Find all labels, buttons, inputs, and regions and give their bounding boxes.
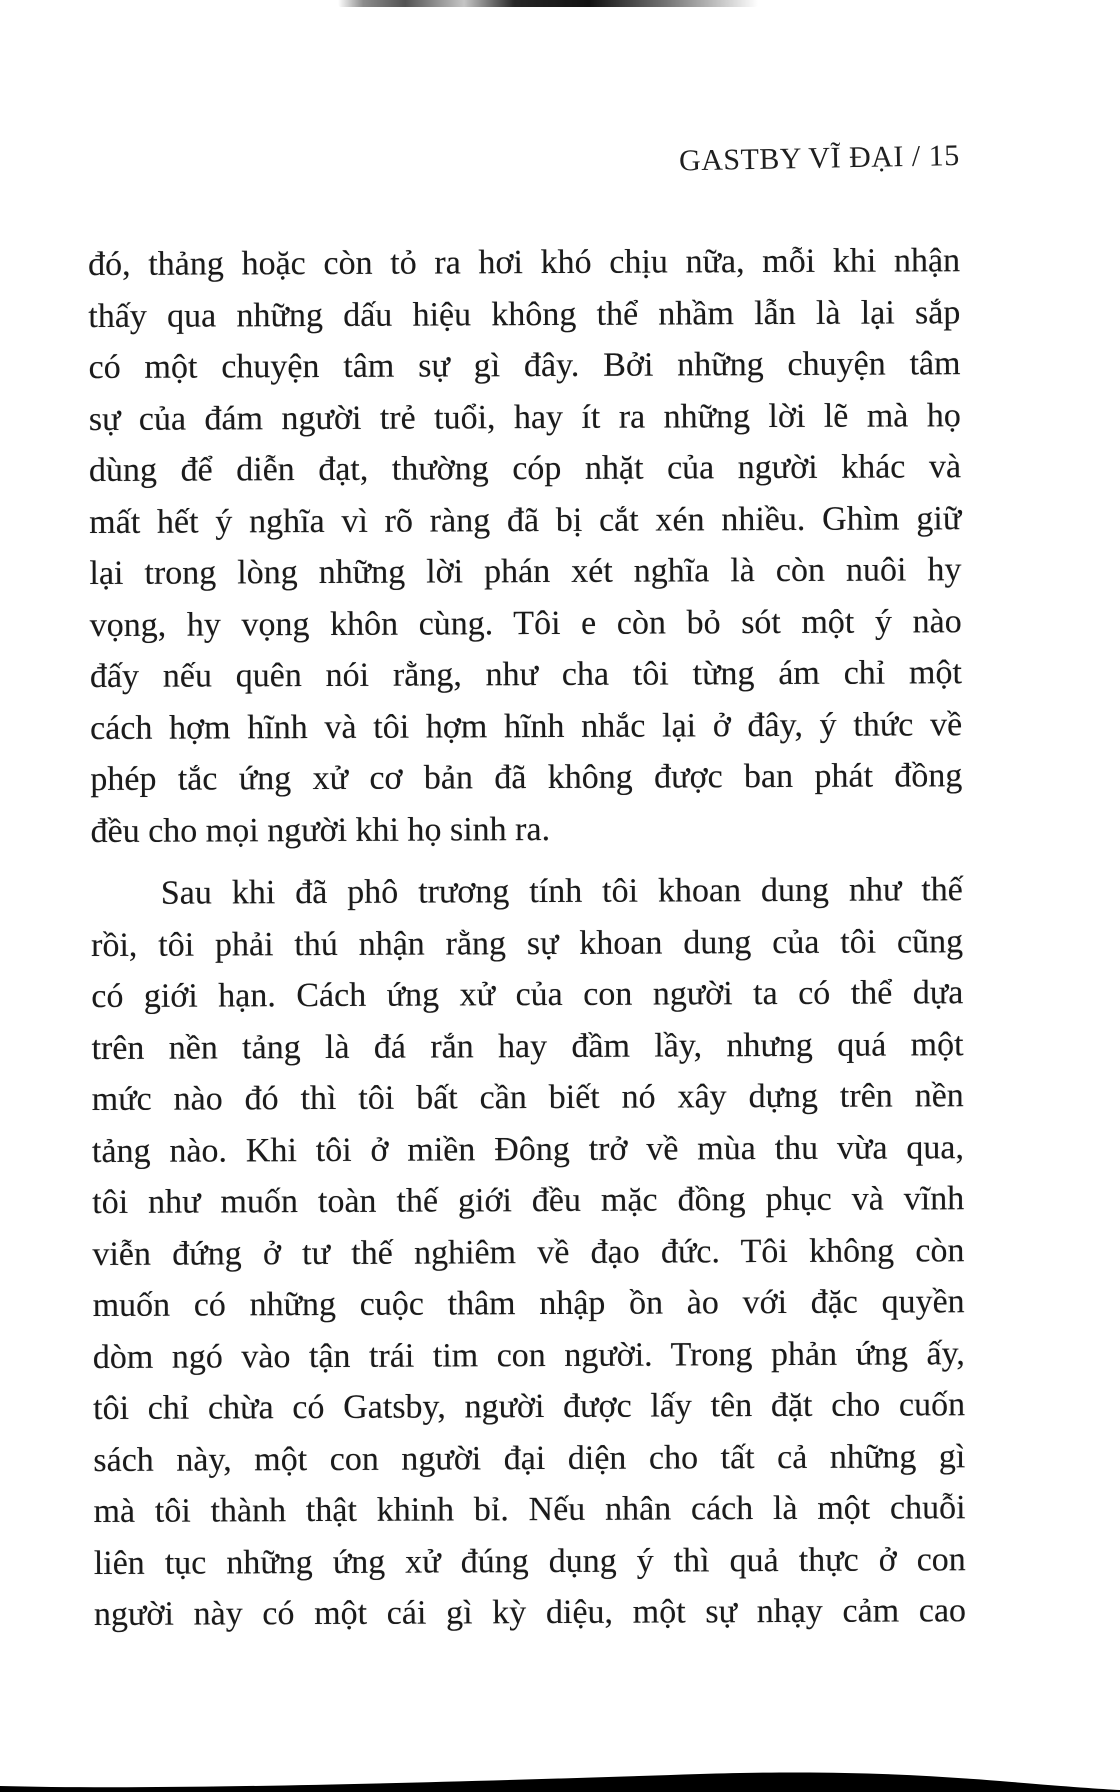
text-line: sách này, một con người đại diện cho tất cả những gì [93,1437,966,1479]
text-line: tảng nào. Khi tôi ở miền Đông trở về mùa thu vừa qua, [91,1128,965,1170]
text-line: đó, thảng hoặc còn tỏ ra hơi khó chịu nữa, mỗi khi nhận [88,242,961,283]
text-line: người này có một cái gì kỳ diệu, một sự nhạy cảm cao [93,1592,967,1633]
text-line: Sau khi đã phô trương tính tôi khoan dung như thế [160,871,963,912]
scan-artifact-top-bar [338,0,758,7]
text-line: vọng, hy vọng khôn cùng. Tôi e còn bỏ sót một ý nào [89,602,962,644]
running-header: GASTBY VĨ ĐẠI / 15 [679,139,961,178]
text-line: cách hợm hĩnh và tôi hợm hĩnh nhắc lại ở đây, ý thức về [90,705,963,747]
text-line: có một chuyện tâm sự gì đây. Bởi những chuyện tâm [88,345,961,386]
text-line: trên nền tảng là đá rắn hay đầm lầy, nhưng quá một [91,1025,964,1067]
text-line: đều cho mọi người khi họ sinh ra. [90,810,551,850]
text-line: muốn có những cuộc thâm nhập ồn ào với đặc quyền [92,1283,965,1324]
text-line: mức nào đó thì tôi bất cần biết nó xây dựng trên nền [91,1077,964,1118]
text-line: tôi như muốn toàn thế giới đều mặc đồng phục và vĩnh [92,1180,965,1221]
text-line: phép tắc ứng xử cơ bản đã không được ban phát đồng [90,757,963,798]
text-line: dùng để diễn đạt, thường cóp nhặt của người khác và [88,448,962,489]
page-bottom-shadow [0,1768,1120,1792]
text-line: mà tôi thành thật khinh bỉ. Nếu nhân cách là một chuỗi [93,1489,966,1530]
paragraph [88,235,963,857]
text-line: rồi, tôi phải thú nhận rằng sự khoan dung của tôi cũng [90,922,964,964]
text-line: liên tục những ứng xử đúng dụng ý thì quả thực ở con [93,1540,966,1582]
text-line: tôi chỉ chừa có Gatsby, người được lấy tên đặt cho cuốn [93,1386,966,1427]
text-line: viễn đứng ở tư thế nghiêm về đạo đức. Tôi không còn [92,1231,965,1273]
text-line: dòm ngó vào tận trái tim con người. Trong phản ứng ấy, [92,1334,965,1376]
text-line: có giới hạn. Cách ứng xử của con người ta có thể dựa [91,974,964,1015]
text-line: mất hết ý nghĩa vì rõ ràng đã bị cắt xén nhiều. Ghìm giữ [89,499,962,541]
text-line: thấy qua những dấu hiệu không thể nhầm lẫn là lại sắp [88,293,961,335]
paragraph [91,864,966,1640]
text-line: lại trong lòng những lời phán xét nghĩa là còn nuôi hy [89,551,962,592]
body-text [88,235,966,1640]
text-line: đấy nếu quên nói rằng, như cha tôi từng ám chỉ một [89,654,962,695]
text-line: sự của đám người trẻ tuổi, hay ít ra những lời lẽ mà họ [88,396,961,438]
